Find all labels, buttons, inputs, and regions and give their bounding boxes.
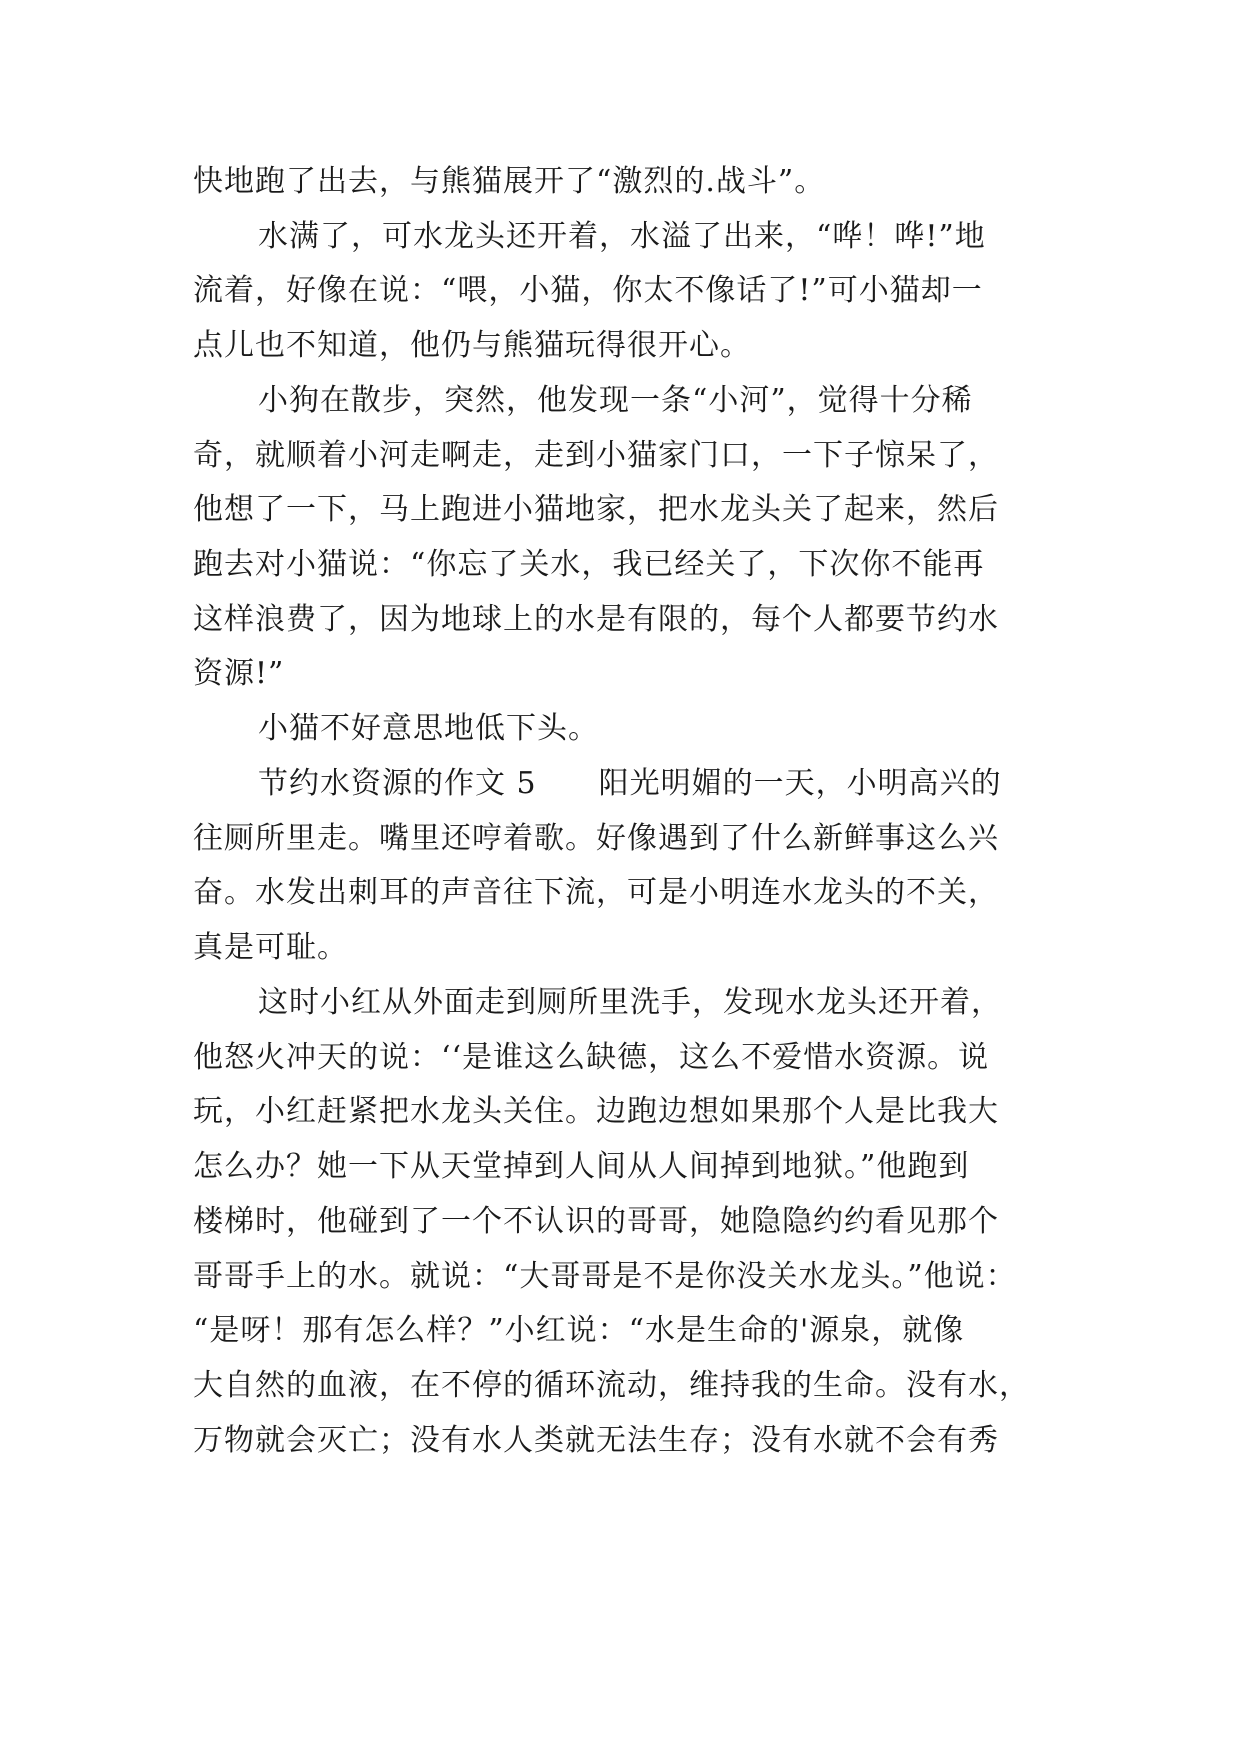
text-line: 玩，小红赶紧把水龙头关住。边跑边想如果那个人是比我大 xyxy=(193,1094,999,1129)
text-line: 点儿也不知道，他仍与熊猫玩得很开心。 xyxy=(193,328,751,363)
text-line: 小狗在散步，突然，他发现一条“小河”，觉得十分稀 xyxy=(258,383,973,418)
text-line: 小猫不好意思地低下头。 xyxy=(258,711,599,746)
text-line: 跑去对小猫说：“你忘了关水，我已经关了，下次你不能再 xyxy=(193,547,985,582)
text-line: 真是可耻。 xyxy=(193,930,348,965)
text-line: 流着，好像在说：“喂，小猫，你太不像话了!”可小猫却一 xyxy=(193,273,983,308)
text-line: 节约水资源的作文 5 阳光明媚的一天，小明高兴的 xyxy=(258,766,1002,801)
text-line: 奇，就顺着小河走啊走，走到小猫家门口，一下子惊呆了， xyxy=(193,438,999,473)
text-line: 楼梯时，他碰到了一个不认识的哥哥，她隐隐约约看见那个 xyxy=(193,1204,999,1239)
text-line: 快地跑了出去，与熊猫展开了“激烈的.战斗”。 xyxy=(193,164,826,199)
text-line: 怎么办？她一下从天堂掉到人间从人间掉到地狱。”他跑到 xyxy=(193,1149,970,1184)
text-line: 哥哥手上的水。就说：“大哥哥是不是你没关水龙头。”他说： xyxy=(193,1259,1017,1294)
text-line: 资源!” xyxy=(193,656,285,691)
text-line: “是呀！那有怎么样？”小红说：“水是生命的'源泉，就像 xyxy=(193,1313,965,1348)
text-line: 这样浪费了，因为地球上的水是有限的，每个人都要节约水 xyxy=(193,602,999,637)
text-line: 大自然的血液，在不停的循环流动，维持我的生命。没有水， xyxy=(193,1368,1030,1403)
text-line: 奋。水发出刺耳的声音往下流，可是小明连水龙头的不关， xyxy=(193,875,999,910)
text-line: 往厕所里走。嘴里还哼着歌。好像遇到了什么新鲜事这么兴 xyxy=(193,821,999,856)
text-line: 这时小红从外面走到厕所里洗手，发现水龙头还开着， xyxy=(258,985,1002,1020)
text-line: 万物就会灭亡；没有水人类就无法生存；没有水就不会有秀 xyxy=(193,1423,999,1458)
text-line: 水满了，可水龙头还开着，水溢了出来，“哗！哗!”地 xyxy=(258,219,986,254)
text-line: 他怒火冲天的说：‘‘是谁这么缺德，这么不爱惜水资源。说 xyxy=(193,1040,990,1075)
text-line: 他想了一下，马上跑进小猫地家，把水龙头关了起来，然后 xyxy=(193,492,999,527)
